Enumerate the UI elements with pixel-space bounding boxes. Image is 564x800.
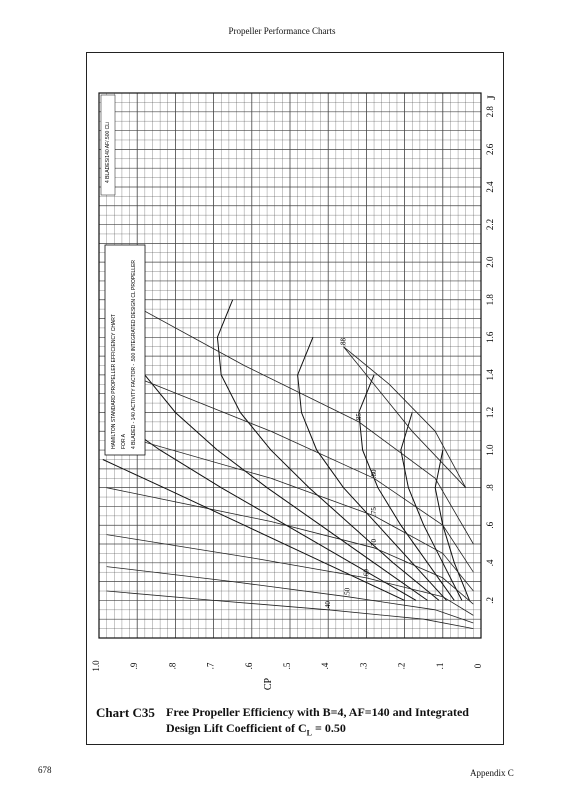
efficiency-label: .85 (354, 413, 363, 422)
x-tick-label: 1.6 (485, 331, 495, 343)
title-line: FOR A (121, 433, 127, 449)
title-line: HAMILTON STANDARD PROPELLER EFFICIENCY CHART (111, 314, 117, 449)
y-axis-label: CP (262, 677, 274, 691)
series-line (103, 460, 405, 601)
running-head: Propeller Performance Charts (228, 26, 336, 36)
y-tick-label: .5 (282, 662, 292, 670)
caption-line-2-value: = 0.50 (311, 721, 346, 735)
caption-label: Chart C35 (96, 705, 155, 720)
y-tick-label: .4 (320, 662, 331, 670)
efficiency-label: .88 (339, 337, 348, 347)
efficiency-label: .80 (370, 469, 379, 479)
page-number: 678 (38, 765, 52, 775)
x-tick-label: 2.8 (485, 106, 495, 118)
caption-line-2-text: Design Lift Coefficient of C (166, 721, 307, 735)
x-tick-label: .4 (485, 559, 495, 567)
y-tick-label: 0 (473, 663, 483, 669)
x-tick-label: 1.8 (485, 294, 495, 306)
x-tick-label: 2.6 (485, 143, 495, 156)
efficiency-label: .70 (370, 539, 379, 548)
chart-frame (86, 52, 504, 745)
x-tick-label: 1.0 (485, 444, 495, 456)
title-line: 4 BLADED - 140 ACTIVITY FACTOR - .500 INTEGRATED DESIGN CL PROPELLER (131, 259, 137, 449)
y-tick-label: .1 (434, 662, 445, 670)
x-tick-label: 2.0 (485, 256, 495, 268)
x-tick-label: .2 (485, 597, 495, 604)
x-tick-label: .8 (485, 484, 495, 492)
appendix-label: Appendix C (470, 768, 514, 778)
y-tick-label: .2 (396, 662, 407, 670)
x-tick-label: 2.4 (485, 181, 495, 193)
efficiency-label: .60 (362, 569, 371, 578)
y-tick-label: .9 (129, 662, 140, 670)
y-tick-label: .6 (243, 662, 254, 670)
x-tick-label: 1.4 (485, 369, 495, 381)
efficiency-label: .40 (324, 601, 333, 610)
corner-label: 4 BLADES/140 AF/.500 CLi (105, 121, 111, 183)
caption-line-1: Free Propeller Efficiency with B=4, AF=140 and Integrated (166, 705, 469, 719)
x-tick-label: 2.2 (485, 218, 495, 231)
propeller-efficiency-chart (87, 53, 503, 703)
x-axis-label: J (484, 95, 498, 100)
x-tick-label: .6 (485, 521, 495, 529)
y-tick-label: .7 (205, 662, 216, 670)
y-tick-label: .3 (358, 662, 369, 670)
efficiency-label: .75 (370, 507, 379, 516)
x-tick-label: 1.2 (485, 406, 495, 419)
caption-line-2 (166, 721, 346, 737)
y-tick-label: .8 (167, 662, 178, 670)
caption-line-2-subscript: L (306, 728, 312, 738)
y-tick-label: 1.0 (91, 660, 101, 672)
efficiency-label: .50 (343, 587, 352, 597)
